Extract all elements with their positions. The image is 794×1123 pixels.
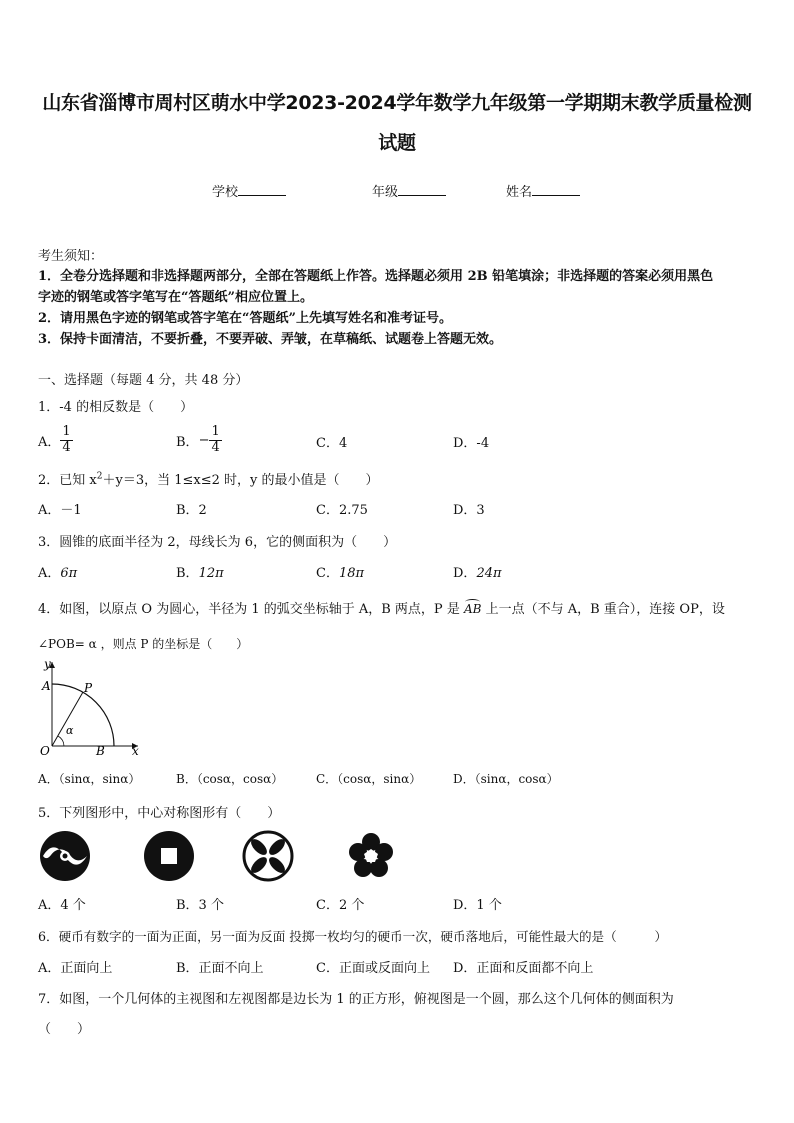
q1-option-d: D．-4: [453, 436, 490, 451]
q4-stem: [38, 598, 725, 617]
option-label: D．: [453, 566, 477, 581]
segment-op: [52, 692, 83, 746]
q5-stem: 5．下列图形中，中心对称图形有（ ）: [38, 806, 281, 821]
notice-item-1-cont: 字迹的钢笔或答字笔写在“答题纸”相应位置上。: [38, 290, 313, 305]
figure-2-coin: [142, 829, 196, 883]
q5-option-b: B．3 个: [176, 898, 224, 913]
q4-figure: [34, 656, 144, 756]
grade-label: 年级: [372, 185, 399, 200]
q4-option-c: C．（cosα，sinα）: [316, 772, 422, 786]
q4-option-b: B．（cosα，cosα）: [176, 772, 284, 786]
label-y: y: [44, 657, 51, 671]
denominator: 4: [211, 439, 220, 455]
q1-option-b: [176, 422, 222, 458]
option-value: 12π: [198, 566, 224, 581]
fraction: [60, 425, 72, 456]
stem-part: 上一点（不与 A，B 重合），连接 OP，设: [485, 602, 725, 617]
name-field: [506, 181, 580, 200]
option-value: 6π: [60, 566, 78, 581]
q5-option-d: D．1 个: [453, 898, 502, 913]
q3-stem: 3．圆锥的底面半径为 2，母线长为 6，它的侧面积为（ ）: [38, 535, 397, 550]
q4-option-a: A．（sinα，sinα）: [38, 772, 141, 786]
q3-option-a: [38, 562, 77, 581]
stem-part: 2．已知 x: [38, 473, 97, 488]
q4-option-d: D．（sinα，cosα）: [453, 772, 559, 786]
numerator: 1: [211, 423, 220, 439]
option-label: B．: [176, 434, 199, 450]
option-label: C．: [316, 566, 339, 581]
option-value: 18π: [338, 566, 365, 581]
label-o: O: [40, 744, 50, 756]
q1-option-c: C．4: [316, 436, 348, 451]
figure-3-petals: [241, 829, 295, 883]
notice-heading: 考生须知：: [38, 249, 104, 264]
section-heading: 一、选择题（每题 4 分，共 48 分）: [38, 373, 249, 388]
stem-part: 4．如图，以原点 O 为圆心，半径为 1 的弧交坐标轴于 A，B 两点，P 是: [38, 602, 460, 617]
label-alpha: α: [66, 724, 74, 737]
q3-option-b: [176, 562, 224, 581]
superscript: 2: [96, 471, 103, 482]
option-label: B．: [176, 566, 199, 581]
q1-stem: 1．-4 的相反数是（ ）: [38, 400, 194, 415]
arc-ab: [52, 684, 114, 746]
q7-stem: 7．如图，一个几何体的主视图和左视图都是边长为 1 的正方形，俯视图是一个圆，那么这个几何体的侧面积为: [38, 992, 674, 1007]
q6-option-a: A．正面向上: [38, 961, 113, 976]
q6-option-c: C．正面或反面向上: [316, 961, 430, 976]
q4-stem-line2: ∠POB= α ，则点 P 的坐标是（ ）: [38, 637, 249, 651]
arc-ab-label: AB: [463, 602, 482, 616]
name-blank: [532, 183, 580, 196]
option-value: 24π: [476, 566, 502, 581]
name-label: 姓名: [506, 185, 533, 200]
q1-option-a: [38, 422, 73, 458]
figure-4-pentagon-flower: [344, 829, 398, 883]
label-b: B: [96, 744, 105, 756]
q6-option-d: D．正面和反面都不向上: [453, 961, 594, 976]
label-p: P: [84, 681, 93, 695]
denominator: 4: [62, 439, 71, 455]
option-label: A．: [38, 434, 61, 450]
q2-option-a: A．－1: [38, 503, 82, 518]
numerator: 1: [62, 423, 71, 439]
stem-part: ＋y＝3，当 1≤x≤2 时，y 的最小值是（ ）: [102, 473, 379, 488]
page-title: 山东省淄博市周村区萌水中学2023-2024学年数学九年级第一学期期末教学质量检测: [42, 92, 752, 114]
minus-sign: −: [198, 432, 210, 448]
q2-option-d: D．3: [453, 503, 485, 518]
label-a: A: [42, 679, 51, 693]
grade-blank: [398, 183, 446, 196]
q5-option-a: A．4 个: [38, 898, 86, 913]
q3-option-c: [316, 562, 364, 581]
q2-option-c: C．2.75: [316, 503, 368, 518]
q2-stem: [38, 469, 379, 488]
fraction: [209, 425, 221, 456]
school-blank: [238, 183, 286, 196]
angle-mark: [58, 736, 64, 746]
notice-item-3: 3．保持卡面清洁，不要折叠，不要弄破、弄皱，在草稿纸、试题卷上答题无效。: [38, 332, 503, 347]
grade-field: [372, 181, 446, 200]
label-x: x: [132, 744, 139, 756]
q3-option-d: [453, 562, 502, 581]
page-title-line2: 试题: [378, 132, 416, 154]
q2-option-b: B．2: [176, 503, 207, 518]
q7-stem-line2: （ ）: [38, 1022, 91, 1037]
q5-option-c: C．2 个: [316, 898, 365, 913]
notice-item-2: 2．请用黑色字迹的钢笔或答字笔在“答题纸”上先填写姓名和准考证号。: [38, 311, 453, 326]
school-field: [212, 181, 286, 200]
notice-item-1: 1．全卷分选择题和非选择题两部分，全部在答题纸上作答。选择题必须用 2B 铅笔填涂；非选择题的答案必须用黑色: [38, 269, 714, 284]
q6-option-b: B．正面不向上: [176, 961, 264, 976]
q6-stem: 6．硬币有数字的一面为正面，另一面为反面 投掷一枚均匀的硬币一次，硬币落地后，可能性最大的是（ ）: [38, 929, 668, 944]
school-label: 学校: [212, 185, 239, 200]
figure-1-swirl-disc: [38, 829, 92, 883]
option-label: A．: [38, 566, 61, 581]
